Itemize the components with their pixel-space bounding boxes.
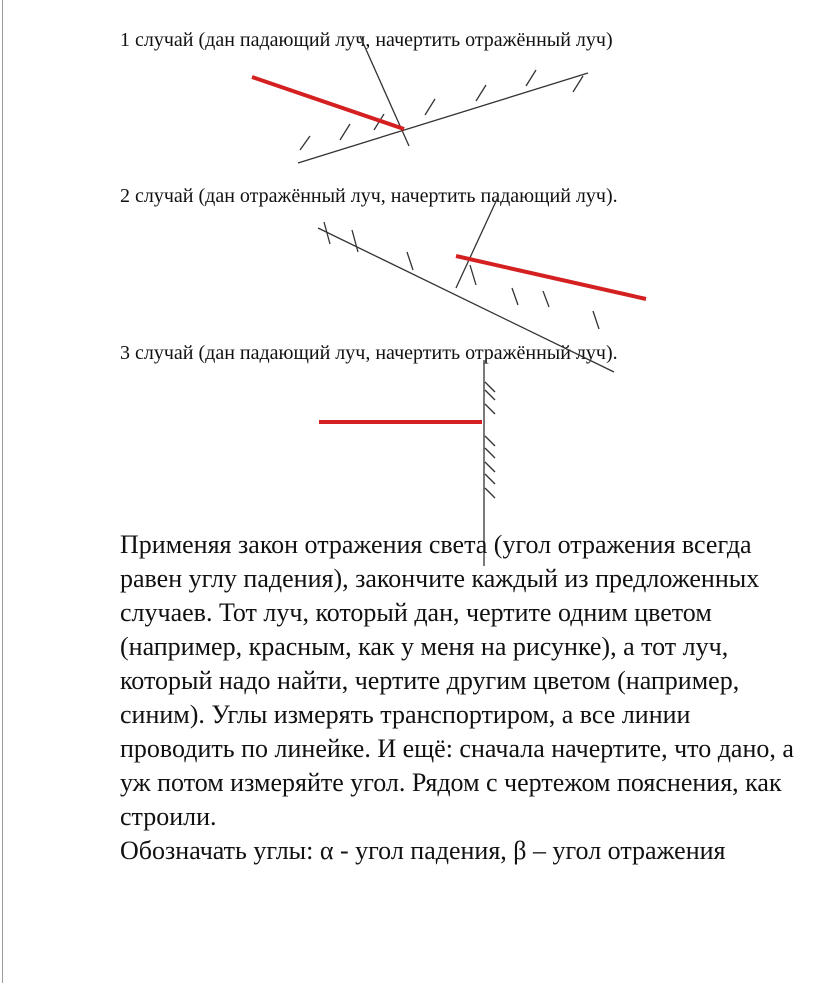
case-1-mirror (298, 73, 588, 163)
case-2-mirror (318, 228, 614, 372)
case-1-caption: 1 случай (дан падающий луч, начертить отражённый луч) (120, 29, 613, 51)
case-3-caption: 3 случай (дан падающий луч, начертить отражённый луч). (120, 342, 618, 364)
instructions-paragraph: Применяя закон отражения света (угол отражения всегда равен углу падения), закончите каждый из предложенных случаев. Тот луч, который дан, чертите одним цветом (например, красным, как у меня на рисунке), а тот луч, который надо найти, чертите другим цветом (например, синим). Углы измерять транспортиром, а все линии проводить по линейке. И ещё: сначала начертите, что дано, а уж потом измеряйте угол. Рядом с чертежом пояснения, как строили. (120, 530, 794, 831)
case-2-normal (456, 197, 498, 288)
case-1-diagram (252, 36, 588, 163)
case-2-reflected-ray (456, 256, 646, 299)
case-2-diagram (318, 197, 646, 372)
angles-notation: Обозначать углы: α - угол падения, β – угол отражения (120, 836, 726, 865)
instructions-text (120, 528, 800, 868)
case-3-hatching (485, 382, 495, 498)
case-2-caption: 2 случай (дан отражённый луч, начертить падающий луч). (120, 185, 618, 207)
